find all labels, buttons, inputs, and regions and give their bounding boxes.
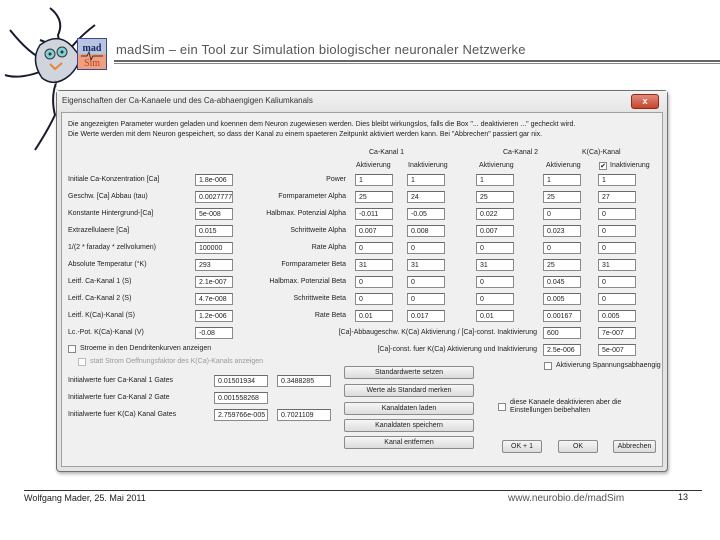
gate-input[interactable]: 0.00167 (543, 310, 581, 322)
kca-extra-label: [Ca]-Abbaugeschw. K(Ca) Aktivierung / [Ca]-const. Inaktivierung (338, 329, 537, 336)
header-ca-kanal-2: Ca-Kanal 2 (503, 149, 539, 156)
init-kca-gate1-input[interactable]: 2.759766e-005 (214, 409, 268, 421)
param-label: Leitf. Ca-Kanal 2 (S) (68, 295, 132, 302)
footer-divider (24, 490, 702, 491)
spannungsabhaengig-checkbox[interactable] (544, 362, 552, 370)
gate-input[interactable]: 0 (407, 276, 445, 288)
standardwerte-setzen-button[interactable]: Standardwerte setzen (344, 366, 474, 379)
gate-input[interactable]: 0 (598, 293, 636, 305)
param-label: Extrazellulaere [Ca] (68, 227, 130, 234)
col-header-kca-inaktivierung: Inaktivierung (610, 162, 650, 169)
gate-input[interactable]: 0.022 (476, 208, 514, 220)
inaktivierung-checkbox[interactable]: ✔ (600, 163, 606, 170)
gate-input[interactable]: 0.007 (476, 225, 514, 237)
param-label: Geschw. [Ca] Abbau (tau) (68, 193, 148, 200)
stroeme-anzeigen-checkbox[interactable] (68, 345, 76, 353)
kanaldaten-laden-button[interactable]: Kanaldaten laden (344, 402, 474, 415)
param-input-leitf-ca1[interactable]: 2.1e-007 (195, 276, 233, 288)
init-label: Initialwerte fuer Ca-Kanal 2 Gate (68, 394, 170, 401)
gate-param-label: Halbmax. Potenzial Alpha (266, 210, 346, 217)
gate-input[interactable]: 31 (598, 259, 636, 271)
param-input-hintergrund-ca[interactable]: 5e-008 (195, 208, 233, 220)
kca-ca-const-inakt2-input[interactable]: 5e-007 (598, 344, 636, 356)
gate-input[interactable]: 31 (407, 259, 445, 271)
param-input-ca-abbau[interactable]: 0.0027777 (195, 191, 233, 203)
param-input-temperatur[interactable]: 293 (195, 259, 233, 271)
gate-input[interactable]: 0 (476, 242, 514, 254)
param-label: Absolute Temperatur (°K) (68, 261, 147, 268)
gate-input[interactable]: 0.023 (543, 225, 581, 237)
init-ca1-gate2-input[interactable]: 0.3488285 (277, 375, 331, 387)
init-ca1-gate1-input[interactable]: 0.01501934 (214, 375, 268, 387)
gate-input[interactable]: 25 (543, 259, 581, 271)
channel-properties-dialog (56, 90, 668, 472)
title-underline (114, 60, 720, 64)
gate-input[interactable]: 0.008 (407, 225, 445, 237)
init-label: Initialwerte fuer K(Ca) Kanal Gates (68, 411, 177, 418)
param-label: Konstante Hintergrund-[Ca] (68, 210, 154, 217)
gate-param-label: Formparameter Alpha (278, 193, 346, 200)
gate-param-label: Schrittweite Beta (293, 295, 346, 302)
oeffnungsfaktor-checkbox[interactable] (78, 358, 86, 366)
kanaldaten-speichern-button[interactable]: Kanaldaten speichern (344, 419, 474, 432)
kanaele-deaktivieren-checkbox[interactable] (498, 403, 506, 411)
header-kca-kanal: K(Ca)-Kanal (582, 149, 621, 156)
werte-als-standard-button[interactable]: Werte als Standard merken (344, 384, 474, 397)
gate-input[interactable]: 0 (355, 276, 393, 288)
oeffnungsfaktor-label: statt Strom Oeffnungsfaktor des K(Ca)-Kanals anzeigen (90, 358, 264, 365)
param-input-initiale-ca[interactable]: 1.8e-006 (195, 174, 233, 186)
param-input-leitf-kca[interactable]: 1.2e-006 (195, 310, 233, 322)
slide-title: madSim – ein Tool zur Simulation biologischer neuronaler Netzwerke (116, 42, 526, 57)
gate-input[interactable]: 31 (355, 259, 393, 271)
gate-input[interactable]: 31 (476, 259, 514, 271)
init-ca2-gate-input[interactable]: 0.001558268 (214, 392, 268, 404)
kca-ca-const-inakt-input[interactable]: 7e-007 (598, 327, 636, 339)
stroeme-anzeigen-label: Stroeme in den Dendritenkurven anzeigen (80, 345, 212, 352)
slide-header (100, 38, 720, 62)
gate-input[interactable]: 1 (407, 174, 445, 186)
spannungsabhaengig-label: Aktivierung Spannungsabhaengig (556, 362, 661, 369)
gate-param-label: Halbmax. Potenzial Beta (269, 278, 346, 285)
gate-param-label: Schrittweite Alpha (290, 227, 346, 234)
gate-input[interactable]: -0.011 (355, 208, 393, 220)
kanaele-deaktivieren-label-1: diese Kanaele deaktivieren aber die (510, 399, 622, 406)
info-text-line1: Die angezeigten Parameter wurden geladen und koennen dem Neuron zugewiesen werden. Dies bleibt wirkungslos, falls die Box "... deaktivieren ..." gecheckt wird. (68, 121, 576, 128)
gate-input[interactable]: 0 (598, 208, 636, 220)
gate-input[interactable]: 25 (476, 191, 514, 203)
param-label: Initiale Ca-Konzentration [Ca] (68, 176, 160, 183)
kca-ca-const-akt-input[interactable]: 2.5e-006 (543, 344, 581, 356)
gate-input[interactable]: 0 (407, 293, 445, 305)
gate-input[interactable]: 0.01 (476, 310, 514, 322)
gate-input[interactable]: 0 (598, 242, 636, 254)
gate-input[interactable]: 0 (543, 208, 581, 220)
gate-input[interactable]: 24 (407, 191, 445, 203)
gate-input[interactable]: -0.05 (407, 208, 445, 220)
gate-input[interactable]: 1 (355, 174, 393, 186)
cancel-button[interactable]: Abbrechen (613, 440, 656, 453)
footer-url: www.neurobio.de/madSim (508, 493, 625, 504)
kanaele-deaktivieren-label-2: Einstellungen beibehalten (510, 407, 591, 414)
col-header-ca1-aktivierung: Aktivierung (356, 162, 391, 169)
kca-extra-label: [Ca]-const. fuer K(Ca) Aktivierung und Inaktivierung (377, 346, 537, 353)
dialog-titlebar[interactable] (57, 91, 667, 111)
gate-input[interactable]: 0.01 (355, 310, 393, 322)
close-button[interactable] (631, 94, 659, 109)
init-kca-gate2-input[interactable]: 0.7021109 (277, 409, 331, 421)
init-label: Initialwerte fuer Ca-Kanal 1 Gates (68, 377, 174, 384)
ok-plus-one-button[interactable]: OK + 1 (502, 440, 542, 453)
kca-abbau-input[interactable]: 600 (543, 327, 581, 339)
page-number: 13 (678, 492, 689, 502)
gate-input[interactable]: 0.007 (355, 225, 393, 237)
gate-input[interactable]: 0.005 (543, 293, 581, 305)
kanal-entfernen-button[interactable]: Kanal entfernen (344, 436, 474, 449)
col-header-kca-aktivierung: Aktivierung (546, 162, 581, 169)
col-header-ca1-inaktivierung: Inaktivierung (408, 162, 448, 169)
dialog-title: Eigenschaften der Ca-Kanaele und des Ca-abhaengigen Kaliumkanals (62, 96, 313, 105)
gate-input[interactable]: 0 (355, 293, 393, 305)
param-label: Lc.-Pot. K(Ca)-Kanal (V) (68, 329, 144, 336)
gate-input[interactable]: 0 (355, 242, 393, 254)
gate-input[interactable]: 0 (476, 293, 514, 305)
footer-author-date: Wolfgang Mader, 25. Mai 2011 (24, 493, 146, 503)
col-header-ca2-aktivierung: Aktivierung (479, 162, 514, 169)
gate-input[interactable]: 0.005 (598, 310, 636, 322)
gate-input[interactable]: 0 (543, 242, 581, 254)
gate-input[interactable]: 1 (543, 174, 581, 186)
param-input-faraday[interactable]: 100000 (195, 242, 233, 254)
gate-input[interactable]: 0 (407, 242, 445, 254)
param-input-lc-pot-kca[interactable]: -0.08 (195, 327, 233, 339)
gate-param-label: Power (326, 176, 346, 183)
svg-text:Sim: Sim (83, 58, 101, 69)
gate-input[interactable]: 25 (355, 191, 393, 203)
gate-param-label: Rate Beta (314, 312, 346, 319)
info-text-line2: Die Werte werden mit dem Neuron gespeichert, so dass der Kanal zu einem spaeteren Zeitpunkt aktiviert werden kann. Bei "Abbrechen" passiert gar nix. (68, 131, 543, 138)
param-label: Leitf. Ca-Kanal 1 (S) (68, 278, 132, 285)
gate-param-label: Formparameter Beta (281, 261, 346, 268)
gate-input[interactable]: 0.045 (543, 276, 581, 288)
close-icon: x (642, 96, 648, 106)
param-label: Leitf. K(Ca)-Kanal (S) (68, 312, 135, 319)
gate-input[interactable]: 1 (598, 174, 636, 186)
gate-input[interactable]: 0 (598, 276, 636, 288)
param-input-leitf-ca2[interactable]: 4.7e-008 (195, 293, 233, 305)
param-label: 1/(2 * faraday * zellvolumen) (68, 244, 156, 251)
gate-input[interactable]: 0.017 (407, 310, 445, 322)
gate-input[interactable]: 25 (543, 191, 581, 203)
gate-input[interactable]: 1 (476, 174, 514, 186)
gate-input[interactable]: 27 (598, 191, 636, 203)
gate-input[interactable]: 0 (476, 276, 514, 288)
svg-text:mad: mad (82, 43, 102, 54)
gate-input[interactable]: 0 (598, 225, 636, 237)
dialog-body (61, 112, 663, 467)
header-ca-kanal-1: Ca-Kanal 1 (369, 149, 405, 156)
param-input-extrazellulaere-ca[interactable]: 0.015 (195, 225, 233, 237)
ok-button[interactable]: OK (558, 440, 598, 453)
gate-param-label: Rate Alpha (311, 244, 346, 251)
